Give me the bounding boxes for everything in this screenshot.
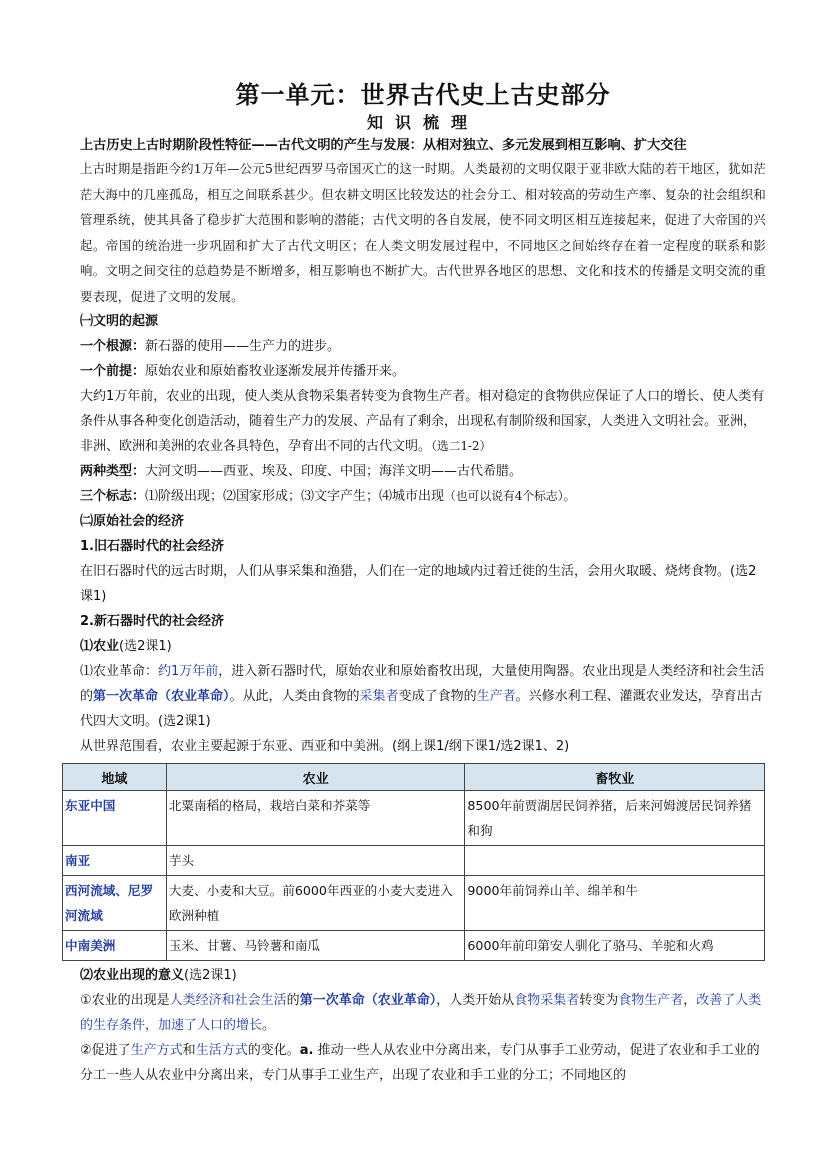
rev-text-b: 约1万年前	[158, 664, 219, 679]
sig1-i: ，	[683, 993, 697, 1008]
agriculture-table	[62, 763, 765, 961]
sig1-h: 食物生产者	[618, 993, 684, 1008]
intro-paragraph: 上古时期是指距今约1万年—公元5世纪西罗马帝国灭亡的这一时期。人类最初的文明仅限于亚非欧大陆的若干地区，犹如茫茫大海中的几座孤岛，相互之间联系甚少。但农耕文明区比较发达的社会分工、相对较高的劳动生产率、复杂的社会组织和管理系统，使其具备了稳步扩大范围和影响的潜能；古代文明的各自发展，使不同文明区相互连接起来，促进了大帝国的兴起。帝国的统治进一步巩固和扩大了古代文明区；在人类文明发展过程中，不同地区之间始终存在着一定程度的联系和影响。文明之间交往的总趋势是不断增多，相互影响也不断扩大。古代世界各地区的思想、文化和技术的传播是文明交流的重要表现，促进了文明的发展。	[80, 161, 766, 304]
paleolithic-text: 在旧石器时代的远古时期，人们从事采集和渔猎，人们在一定的地域内过着迁徙的生活，会用火取暖、烧烤食物。(选2课1)	[80, 564, 757, 604]
root-label: 一个根源：	[80, 339, 146, 354]
rev-text-i: 。兴修水利工程、灌溉农业发达，孕育出古代四大文明。(选2课1)	[80, 689, 763, 729]
sig1-b: 人类经济和社会生活	[169, 993, 287, 1008]
rev-text-e: 。从此，人类由食物的	[229, 689, 360, 704]
types-line	[80, 459, 766, 484]
table-cell-agriculture: 大麦、小麦和大豆。前6000年西亚的小麦大麦进入欧洲种植	[166, 876, 465, 931]
marks-text: ⑴阶级出现；⑵国家形成；⑶文字产生；⑷城市出现	[145, 489, 445, 504]
table-header-husbandry: 畜牧业	[465, 764, 765, 791]
sig1-c: 的	[286, 993, 300, 1008]
section2-heading: ㈡原始社会的经济	[80, 514, 185, 529]
section1-heading: ㈠文明的起源	[80, 314, 159, 329]
origin-regions-line: 从世界范围看，农业主要起源于东亚、西亚和中美洲。(纲上课1/纲下课1/选2课1、2)	[80, 739, 570, 754]
premise-label: 一个前提：	[80, 364, 146, 379]
table-cell-region: 东亚中国	[63, 791, 167, 846]
table-cell-husbandry: 8500年前贾湖居民饲养猪，后来河姆渡居民饲养猪和狗	[465, 791, 765, 846]
sig2-a: ②促进了	[80, 1043, 131, 1058]
sig1-f: 食物采集者	[514, 993, 580, 1008]
rev-text-g: 变成了食物的	[398, 689, 477, 704]
significance-label: ⑵农业出现的意义	[80, 968, 185, 983]
agri-revolution-paragraph	[80, 659, 766, 734]
table-header-region: 地域	[63, 764, 167, 791]
table-cell-region: 西河流域、尼罗河流域	[63, 876, 167, 931]
table-row	[63, 791, 765, 846]
sig2-c: 和	[182, 1043, 196, 1058]
sig2-f: a.	[299, 1043, 314, 1058]
sig1-k: 。	[262, 1018, 276, 1033]
origin-paragraph-ref: （选二1-2）	[431, 439, 492, 453]
table-header-row	[63, 764, 765, 791]
table-cell-region: 中南美洲	[63, 931, 167, 961]
neolithic-heading: 2.新石器时代的社会经济	[80, 614, 224, 629]
origin-paragraph	[80, 384, 766, 459]
page-subtitle: 知识梳理	[366, 113, 479, 132]
marks-note: （也可以说有4个标志）。	[444, 489, 576, 503]
table-cell-agriculture: 芋头	[166, 846, 465, 876]
document-page	[65, 80, 766, 1088]
feature-heading: 上古历史上古时期阶段性特征——古代文明的产生与发展：从相对独立、多元发展到相互影响、扩大交往	[80, 138, 687, 153]
premise-text: 原始农业和原始畜牧业逐渐发展并传播开来。	[145, 364, 406, 379]
table-cell-husbandry	[465, 846, 765, 876]
table-header-agriculture: 农业	[166, 764, 465, 791]
sig2-b: 生产方式	[130, 1043, 183, 1058]
rev-text-c: ，进入新石器时代，原始农业和原始畜牧出现，大量使用陶器。农业出现是人类经济和社会生活的	[80, 664, 765, 704]
rev-text-a: ⑴农业革命：	[80, 664, 159, 679]
root-line	[80, 334, 766, 359]
page-title: 第一单元：世界古代史上古史部分	[235, 80, 611, 109]
sig2-e: 的变化。	[247, 1043, 300, 1058]
table-cell-agriculture: 北粟南稻的格局，栽培白菜和芥菜等	[166, 791, 465, 846]
significance-ref: (选2课1)	[184, 968, 237, 983]
table-cell-husbandry: 9000年前饲养山羊、绵羊和牛	[465, 876, 765, 931]
agriculture-heading-line	[80, 634, 766, 659]
rev-text-d: 第一次革命（农业革命）	[93, 689, 230, 704]
premise-line	[80, 359, 766, 384]
marks-line	[80, 484, 766, 509]
rev-text-f: 采集者	[359, 689, 399, 704]
table-row	[63, 931, 765, 961]
types-label: 两种类型：	[80, 464, 146, 479]
types-text: 大河文明——西亚、埃及、印度、中国；海洋文明——古代希腊。	[145, 464, 523, 479]
agriculture-ref: (选2课1)	[119, 639, 172, 654]
sig1-j: 改善了人类的生存条件，加速了人口的增长	[80, 993, 762, 1033]
root-text: 新石器的使用——生产力的进步。	[145, 339, 341, 354]
agriculture-label: ⑴农业	[80, 639, 120, 654]
sig1-a: ①农业的出现是	[80, 993, 170, 1008]
sig2-d: 生活方式	[195, 1043, 248, 1058]
table-cell-region: 南亚	[63, 846, 167, 876]
paleolithic-heading: 1.旧石器时代的社会经济	[80, 539, 224, 554]
significance-point-2	[80, 1038, 766, 1088]
significance-heading-line	[80, 963, 766, 988]
sig1-d: 第一次革命（农业革命）	[299, 993, 437, 1008]
sig2-g: 推动一些人从农业中分离出来，专门从事手工业劳动，促进了农业和手工业的分工一些人从农业中分离出来，专门从事手工业生产，出现了农业和手工业的分工；不同地区的	[80, 1043, 760, 1083]
table-row	[63, 846, 765, 876]
origin-paragraph-text: 大约1万年前，农业的出现，使人类从食物采集者转变为食物生产者。相对稳定的食物供应保证了人口的增长、使人类有条件从事各种变化创造活动，随着生产力的发展、产品有了剩余，出现私有制阶级和国家，人类进入文明社会。亚洲，非洲、欧洲和美洲的农业各具特色，孕育出不同的古代文明。	[80, 389, 765, 454]
table-cell-agriculture: 玉米、甘薯、马铃薯和南瓜	[166, 931, 465, 961]
table-cell-husbandry: 6000年前印第安人驯化了骆马、羊驼和火鸡	[465, 931, 765, 961]
sig1-g: 转变为	[579, 993, 619, 1008]
rev-text-h: 生产者	[476, 689, 516, 704]
table-row	[63, 876, 765, 931]
marks-label: 三个标志：	[80, 489, 146, 504]
sig1-e: ，人类开始从	[436, 993, 515, 1008]
significance-point-1	[80, 988, 766, 1038]
